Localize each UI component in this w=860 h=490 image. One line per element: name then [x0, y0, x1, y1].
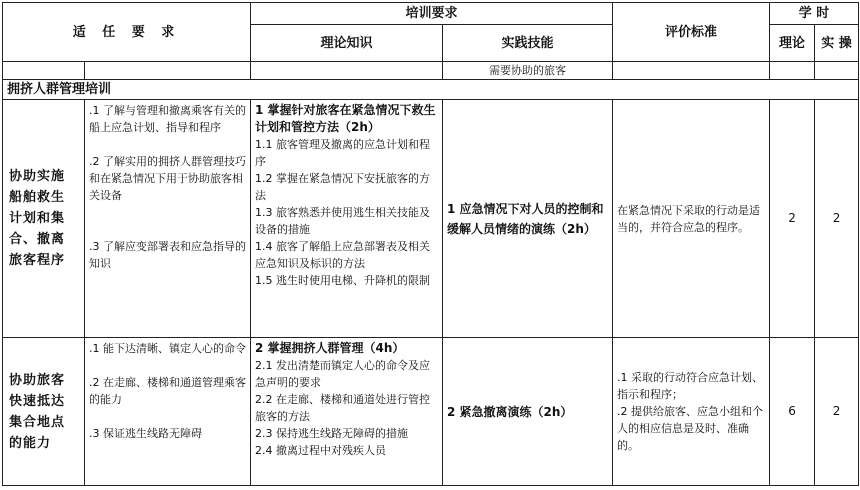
- training-table: [2, 2, 859, 486]
- knowledge-item: .3 保证逃生线路无障碍: [89, 427, 202, 440]
- knowledge-item: .3 了解应变部署表和应急指导的知识: [89, 240, 246, 270]
- evaluation-cell: [613, 338, 770, 486]
- header-hours-theory: 理论: [770, 25, 815, 62]
- hours-practice-cell: 2: [815, 338, 859, 486]
- theory-item: 1.3 旅客熟悉并使用逃生相关技能及设备的措施: [255, 206, 431, 236]
- header-training: 培训要求: [251, 3, 613, 25]
- evaluation-item: .2 提供给旅客、应急小组和个人的相应信息是及时、准确的。: [617, 405, 764, 452]
- theory-item: 1.5 逃生时使用电梯、升降机的限制: [255, 274, 431, 287]
- header-hours: 学 时: [770, 3, 859, 25]
- theory-item: 2.2 在走廊、楼梯和通道处进行管控旅客的方法: [255, 393, 431, 423]
- header-hours-practice: 实 操: [815, 25, 859, 62]
- header-requirements: 适 任 要 求: [3, 3, 251, 62]
- practice-cell: 1 应急情况下对人员的控制和缓解人员情绪的演练（2h）: [443, 100, 613, 338]
- theory-title: 2 掌握拥挤人群管理（4h）: [255, 341, 405, 355]
- theory-item: 1.4 旅客了解船上应急部署表及相关应急知识及标识的方法: [255, 240, 431, 270]
- knowledge-item: .2 在走廊、楼梯和通道管理乘客的能力: [89, 376, 246, 406]
- header-practice: 实践技能: [443, 25, 613, 62]
- theory-item: 2.1 发出清楚而镇定人心的命令及应急声明的要求: [255, 359, 431, 389]
- knowledge-item: .1 能下达清晰、镇定人心的命令: [89, 342, 246, 355]
- evaluation-cell: 在紧急情况下采取的行动是适当的，并符合应急的程序。: [613, 100, 770, 338]
- theory-cell: [251, 100, 443, 338]
- requirement-cell: 协助实施船舶救生计划和集合、撤离旅客程序: [3, 100, 85, 338]
- theory-title: 1 掌握针对旅客在紧急情况下救生计划和管控方法（2h）: [255, 103, 436, 134]
- table-row: [3, 338, 859, 486]
- practice-cell: 2 紧急撤离演练（2h）: [443, 338, 613, 486]
- knowledge-item: .2 了解实用的拥挤人群管理技巧和在紧急情况下用于协助旅客相关设备: [89, 155, 246, 202]
- requirement-cell: 协助旅客快速抵达集合地点的能力: [3, 338, 85, 486]
- hours-theory-cell: 6: [770, 338, 815, 486]
- knowledge-cell: [85, 338, 251, 486]
- evaluation-item: .1 采取的行动符合应急计划、指示和程序；: [617, 371, 764, 401]
- hours-practice-cell: 2: [815, 100, 859, 338]
- knowledge-item: .1 了解与管理和撤离乘客有关的船上应急计划、指导和程序: [89, 104, 246, 134]
- header-evaluation: 评价标准: [613, 3, 770, 62]
- header-theory: 理论知识: [251, 25, 443, 62]
- continuation-text: 需要协助的旅客: [443, 62, 613, 80]
- theory-cell: [251, 338, 443, 486]
- table-row: [3, 100, 859, 338]
- theory-item: 1.1 旅客管理及撤离的应急计划和程序: [255, 138, 431, 168]
- knowledge-cell: [85, 100, 251, 338]
- hours-theory-cell: 2: [770, 100, 815, 338]
- section-title: 拥挤人群管理培训: [3, 80, 859, 100]
- theory-item: 1.2 掌握在紧急情况下安抚旅客的方法: [255, 172, 431, 202]
- theory-item: 2.3 保持逃生线路无障碍的措施: [255, 427, 409, 440]
- theory-item: 2.4 撤离过程中对残疾人员: [255, 444, 387, 457]
